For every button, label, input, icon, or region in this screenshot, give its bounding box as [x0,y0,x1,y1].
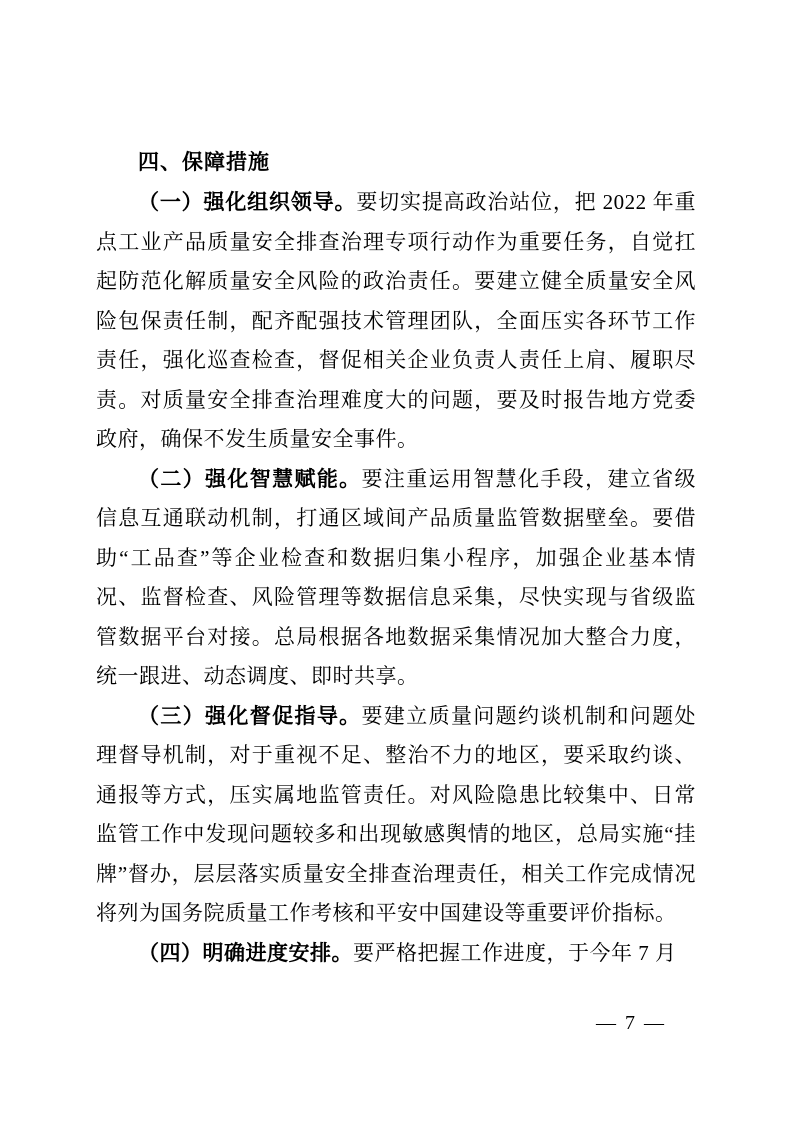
page-number: — 7 — [596,1012,666,1034]
paragraph [96,697,696,934]
paragraph-lead: （三）强化督促指导。 [138,704,362,728]
paragraph [96,460,696,697]
paragraph-lead: （一）强化组织领导。 [138,191,357,214]
paragraph-body: 要注重运用智慧化手段，建立省级信息互通联动机制，打通区域间产品质量监管数据壁垒。要借助“工品查”等企业检查和数据归集小程序，加强企业基本情况、监督检查、风险管理等数据信息采集，尽快实现与省级监管数据平台对接。总局根据各地数据采集情况加大整合力度，统一跟进、动态调度、即时共享。 [96,466,697,688]
paragraph-body: 要严格把握工作进度，于今年 7 月 [353,940,677,965]
section-heading: 四、保障措施 [138,151,270,174]
paragraph-body: 要建立质量问题约谈机制和问题处理督导机制，对于重视不足、整治不力的地区，要采取约谈、通报等方式，压实属地监管责任。对风险隐患比较集中、日常监管工作中发现问题较多和出现敏感舆情的地区，总局实施“挂牌”督办，层层落实质量安全排查治理责任，相关工作完成情况将列为国务院质量工作考核和平安中国建设等重要评价指标。 [96,703,697,925]
paragraph-lead: （四）明确进度安排。 [138,941,353,965]
paragraph-lead: （二）强化智慧赋能。 [138,467,362,491]
paragraph [96,183,696,460]
paragraph [96,934,696,974]
document-body [96,143,696,973]
paragraph-body: 要切实提高政治站位，把 2022 年重点工业产品质量安全排查治理专项行动作为重要任务，自觉扛起防范化解质量安全风险的政治责任。要建立健全质量安全风险包保责任制，配齐配强技术管理团队，全面压实各环节工作责任，强化巡查检查，督促相关企业负责人责任上肩、履职尽责。对质量安全排查治理难度大的问题，要及时报告地方党委政府，确保不发生质量安全事件。 [96,190,697,451]
